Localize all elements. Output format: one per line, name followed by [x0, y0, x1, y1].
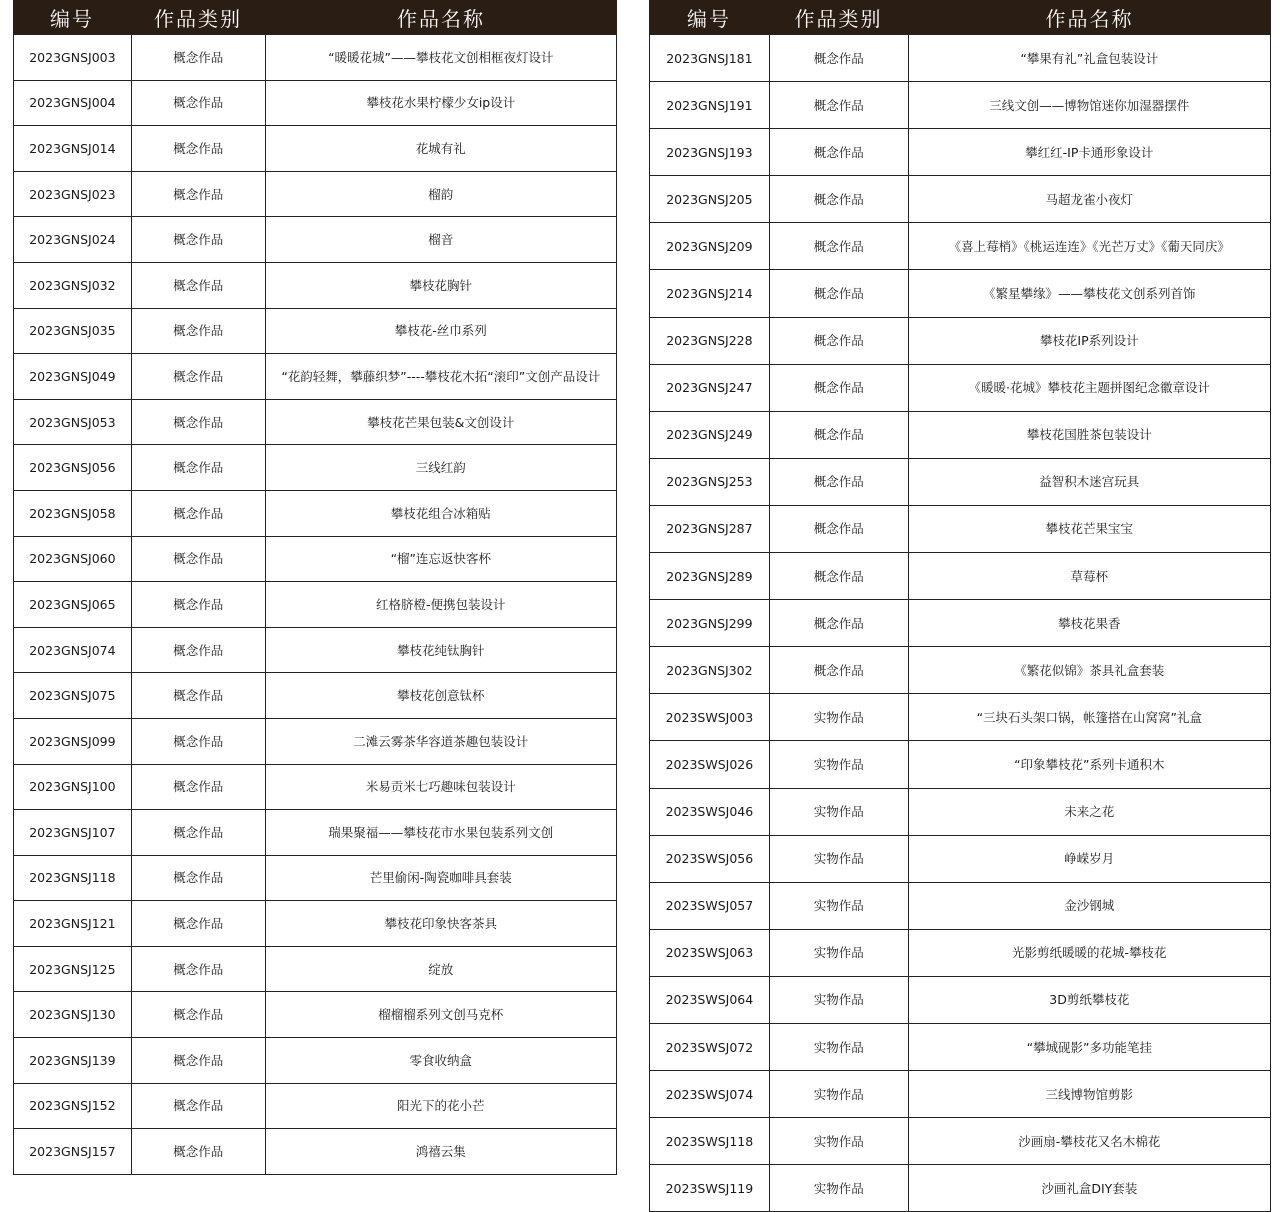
cell-id: 2023GNSJ214 [650, 270, 770, 316]
cell-id: 2023GNSJ056 [14, 445, 132, 490]
cell-name: 《繁星攀缘》——攀枝花文创系列首饰 [909, 270, 1271, 316]
table-row [650, 647, 1271, 694]
cell-id: 2023GNSJ205 [650, 176, 770, 222]
cell-name: 零食收纳盒 [266, 1038, 617, 1083]
cell-category: 概念作品 [132, 810, 266, 855]
cell-category: 概念作品 [770, 506, 909, 552]
cell-id: 2023GNSJ249 [650, 412, 770, 458]
table-row [14, 1038, 617, 1084]
cell-category: 实物作品 [770, 694, 909, 740]
table-row [650, 412, 1271, 459]
cell-category: 概念作品 [770, 270, 909, 316]
cell-id: 2023GNSJ003 [14, 35, 132, 80]
cell-category: 实物作品 [770, 1024, 909, 1070]
cell-name: 攀红红-IP卡通形象设计 [909, 129, 1271, 175]
cell-name: 芒里偷闲-陶瓷咖啡具套装 [266, 856, 617, 901]
cell-name: “印象攀枝花”系列卡通积木 [909, 741, 1271, 787]
cell-id: 2023GNSJ191 [650, 82, 770, 128]
table-row [650, 35, 1271, 82]
cell-id: 2023GNSJ130 [14, 992, 132, 1037]
cell-category: 概念作品 [770, 600, 909, 646]
cell-category: 概念作品 [770, 129, 909, 175]
cell-id: 2023GNSJ287 [650, 506, 770, 552]
cell-name: 沙画扇-攀枝花又名木棉花 [909, 1118, 1271, 1164]
table-row [14, 673, 617, 719]
cell-name: “榴”连忘返快客杯 [266, 537, 617, 582]
header-id: 编号 [687, 6, 731, 31]
cell-category: 概念作品 [132, 263, 266, 308]
cell-name: 未来之花 [909, 789, 1271, 835]
table-row [14, 992, 617, 1038]
cell-id: 2023GNSJ247 [650, 365, 770, 411]
cell-id: 2023GNSJ107 [14, 810, 132, 855]
cell-id: 2023GNSJ075 [14, 673, 132, 718]
right-panel [649, 0, 1271, 1212]
cell-id: 2023GNSJ253 [650, 459, 770, 505]
header-name: 作品名称 [1045, 6, 1134, 31]
cell-name: 马超龙雀小夜灯 [909, 176, 1271, 222]
table-row [14, 81, 617, 127]
cell-category: 概念作品 [132, 901, 266, 946]
table-row [14, 901, 617, 947]
cell-id: 2023GNSJ058 [14, 491, 132, 536]
cell-name: 攀枝花-丝巾系列 [266, 309, 617, 354]
table-row [650, 930, 1271, 977]
cell-name: “花韵轻舞，攀藤织梦”----攀枝花木拓“滚印”文创产品设计 [266, 354, 617, 399]
table-row [14, 445, 617, 491]
table-row [14, 856, 617, 902]
cell-id: 2023SWSJ074 [650, 1071, 770, 1117]
cell-category: 概念作品 [132, 992, 266, 1037]
cell-name: 三线红韵 [266, 445, 617, 490]
left-table-header [13, 0, 617, 34]
cell-name: 榴韵 [266, 172, 617, 217]
table-row [14, 1084, 617, 1130]
cell-id: 2023GNSJ299 [650, 600, 770, 646]
table-row [650, 270, 1271, 317]
table-row [14, 263, 617, 309]
cell-id: 2023GNSJ014 [14, 126, 132, 171]
cell-category: 实物作品 [770, 1118, 909, 1164]
cell-category: 实物作品 [770, 977, 909, 1023]
cell-name: “攀果有礼”礼盒包装设计 [909, 35, 1271, 81]
left-panel [13, 0, 617, 1175]
cell-name: 益智积木迷宫玩具 [909, 459, 1271, 505]
cell-category: 概念作品 [132, 445, 266, 490]
cell-id: 2023GNSJ193 [650, 129, 770, 175]
table-row [650, 977, 1271, 1024]
cell-name: 《暖暖·花城》攀枝花主题拼图纪念徽章设计 [909, 365, 1271, 411]
cell-name: 二滩云雾茶华容道茶趣包装设计 [266, 719, 617, 764]
header-name: 作品名称 [397, 6, 485, 31]
cell-category: 概念作品 [132, 309, 266, 354]
cell-id: 2023SWSJ119 [650, 1165, 770, 1211]
cell-category: 概念作品 [770, 223, 909, 269]
table-row [650, 600, 1271, 647]
header-category: 作品类别 [154, 6, 242, 31]
cell-id: 2023GNSJ099 [14, 719, 132, 764]
cell-id: 2023SWSJ064 [650, 977, 770, 1023]
cell-name: “暖暖花城”——攀枝花文创相框夜灯设计 [266, 35, 617, 80]
table-row [650, 1024, 1271, 1071]
cell-name: 3D剪纸攀枝花 [909, 977, 1271, 1023]
cell-category: 概念作品 [770, 647, 909, 693]
cell-category: 概念作品 [132, 354, 266, 399]
cell-id: 2023GNSJ289 [650, 553, 770, 599]
cell-name: 三线文创——博物馆迷你加湿器摆件 [909, 82, 1271, 128]
table-row [650, 836, 1271, 883]
cell-category: 概念作品 [132, 947, 266, 992]
cell-category: 概念作品 [132, 856, 266, 901]
table-row [14, 537, 617, 583]
cell-id: 2023SWSJ063 [650, 930, 770, 976]
cell-name: 光影剪纸暖暖的花城-攀枝花 [909, 930, 1271, 976]
cell-name: 攀枝花纯钛胸针 [266, 628, 617, 673]
cell-category: 概念作品 [770, 365, 909, 411]
cell-category: 实物作品 [770, 789, 909, 835]
cell-name: 攀枝花水果柠檬少女ip设计 [266, 81, 617, 126]
cell-id: 2023GNSJ060 [14, 537, 132, 582]
table-row [14, 947, 617, 993]
cell-name: 攀枝花印象快客茶具 [266, 901, 617, 946]
cell-name: 草莓杯 [909, 553, 1271, 599]
cell-category: 概念作品 [132, 719, 266, 764]
cell-category: 概念作品 [132, 491, 266, 536]
cell-category: 概念作品 [132, 765, 266, 810]
cell-id: 2023GNSJ024 [14, 217, 132, 262]
table-row [14, 309, 617, 355]
cell-id: 2023SWSJ046 [650, 789, 770, 835]
table-row [14, 400, 617, 446]
table-row [14, 719, 617, 765]
cell-name: 鸿禧云集 [266, 1129, 617, 1174]
table-row [14, 217, 617, 263]
table-row [14, 765, 617, 811]
cell-name: 攀枝花创意钛杯 [266, 673, 617, 718]
cell-name: 瑞果聚福——攀枝花市水果包装系列文创 [266, 810, 617, 855]
cell-id: 2023SWSJ003 [650, 694, 770, 740]
cell-category: 概念作品 [770, 412, 909, 458]
cell-id: 2023SWSJ056 [650, 836, 770, 882]
right-table-body [649, 34, 1271, 1212]
cell-name: 金沙钢城 [909, 883, 1271, 929]
table-row [14, 491, 617, 537]
cell-category: 概念作品 [132, 628, 266, 673]
cell-category: 概念作品 [132, 1084, 266, 1129]
cell-id: 2023GNSJ152 [14, 1084, 132, 1129]
table-row [650, 1165, 1271, 1212]
cell-name: “攀城砚影”多功能笔挂 [909, 1024, 1271, 1070]
table-row [650, 223, 1271, 270]
cell-id: 2023GNSJ181 [650, 35, 770, 81]
cell-name: 榴音 [266, 217, 617, 262]
cell-id: 2023GNSJ035 [14, 309, 132, 354]
cell-name: 《繁花似锦》茶具礼盒套装 [909, 647, 1271, 693]
cell-category: 实物作品 [770, 1165, 909, 1211]
cell-category: 概念作品 [132, 582, 266, 627]
cell-name: 花城有礼 [266, 126, 617, 171]
cell-name: 攀枝花IP系列设计 [909, 318, 1271, 364]
cell-id: 2023SWSJ118 [650, 1118, 770, 1164]
table-row [650, 506, 1271, 553]
cell-id: 2023GNSJ139 [14, 1038, 132, 1083]
table-row [14, 582, 617, 628]
header-id: 编号 [50, 6, 94, 31]
cell-name: 攀枝花芒果包装&文创设计 [266, 400, 617, 445]
table-row [650, 365, 1271, 412]
table-row [650, 459, 1271, 506]
cell-id: 2023GNSJ023 [14, 172, 132, 217]
cell-name: 峥嵘岁月 [909, 836, 1271, 882]
table-row [14, 1129, 617, 1175]
cell-id: 2023GNSJ118 [14, 856, 132, 901]
cell-id: 2023GNSJ065 [14, 582, 132, 627]
cell-name: 红格脐橙-便携包装设计 [266, 582, 617, 627]
header-category: 作品类别 [794, 6, 883, 31]
table-row [14, 35, 617, 81]
table-row [650, 1071, 1271, 1118]
cell-name: 米易贡米七巧趣味包装设计 [266, 765, 617, 810]
cell-category: 实物作品 [770, 930, 909, 976]
cell-id: 2023GNSJ125 [14, 947, 132, 992]
cell-category: 概念作品 [132, 537, 266, 582]
cell-name: 绽放 [266, 947, 617, 992]
table-row [14, 126, 617, 172]
cell-name: “三块石头架口锅，帐篷搭在山窝窝”礼盒 [909, 694, 1271, 740]
cell-category: 概念作品 [770, 35, 909, 81]
cell-category: 概念作品 [132, 126, 266, 171]
table-row [650, 789, 1271, 836]
cell-id: 2023SWSJ026 [650, 741, 770, 787]
cell-id: 2023GNSJ074 [14, 628, 132, 673]
table-row [650, 741, 1271, 788]
cell-id: 2023SWSJ057 [650, 883, 770, 929]
table-row [650, 318, 1271, 365]
cell-id: 2023GNSJ157 [14, 1129, 132, 1174]
cell-id: 2023GNSJ100 [14, 765, 132, 810]
cell-category: 概念作品 [132, 35, 266, 80]
table-row [14, 172, 617, 218]
cell-id: 2023GNSJ228 [650, 318, 770, 364]
cell-category: 概念作品 [770, 459, 909, 505]
cell-id: 2023GNSJ004 [14, 81, 132, 126]
right-table-header [649, 0, 1271, 34]
table-row [14, 810, 617, 856]
table-row [650, 694, 1271, 741]
cell-category: 概念作品 [132, 1129, 266, 1174]
cell-category: 概念作品 [132, 217, 266, 262]
cell-category: 实物作品 [770, 883, 909, 929]
table-row [650, 1118, 1271, 1165]
cell-category: 概念作品 [770, 553, 909, 599]
table-row [650, 129, 1271, 176]
cell-name: 攀枝花胸针 [266, 263, 617, 308]
cell-name: 攀枝花芒果宝宝 [909, 506, 1271, 552]
cell-id: 2023GNSJ302 [650, 647, 770, 693]
table-row [650, 553, 1271, 600]
cell-category: 概念作品 [132, 1038, 266, 1083]
cell-category: 概念作品 [132, 400, 266, 445]
table-row [14, 354, 617, 400]
cell-id: 2023GNSJ049 [14, 354, 132, 399]
cell-name: 攀枝花国胜茶包装设计 [909, 412, 1271, 458]
cell-id: 2023GNSJ032 [14, 263, 132, 308]
cell-id: 2023GNSJ209 [650, 223, 770, 269]
cell-name: 《喜上莓梢》《桃运连连》《光芒万丈》《葡天同庆》 [909, 223, 1271, 269]
cell-category: 概念作品 [770, 82, 909, 128]
cell-name: 攀枝花果香 [909, 600, 1271, 646]
table-row [650, 82, 1271, 129]
cell-category: 概念作品 [770, 318, 909, 364]
table-row [650, 883, 1271, 930]
cell-name: 攀枝花组合冰箱贴 [266, 491, 617, 536]
cell-category: 概念作品 [132, 81, 266, 126]
cell-id: 2023SWSJ072 [650, 1024, 770, 1070]
cell-category: 概念作品 [770, 176, 909, 222]
cell-id: 2023GNSJ053 [14, 400, 132, 445]
cell-category: 实物作品 [770, 741, 909, 787]
cell-category: 概念作品 [132, 172, 266, 217]
cell-id: 2023GNSJ121 [14, 901, 132, 946]
cell-name: 榴榴榴系列文创马克杯 [266, 992, 617, 1037]
cell-name: 三线博物馆剪影 [909, 1071, 1271, 1117]
table-row [14, 628, 617, 674]
cell-category: 实物作品 [770, 836, 909, 882]
cell-category: 概念作品 [132, 673, 266, 718]
cell-category: 实物作品 [770, 1071, 909, 1117]
table-row [650, 176, 1271, 223]
cell-name: 沙画礼盒DIY套装 [909, 1165, 1271, 1211]
left-table-body [13, 34, 617, 1175]
cell-name: 阳光下的花小芒 [266, 1084, 617, 1129]
